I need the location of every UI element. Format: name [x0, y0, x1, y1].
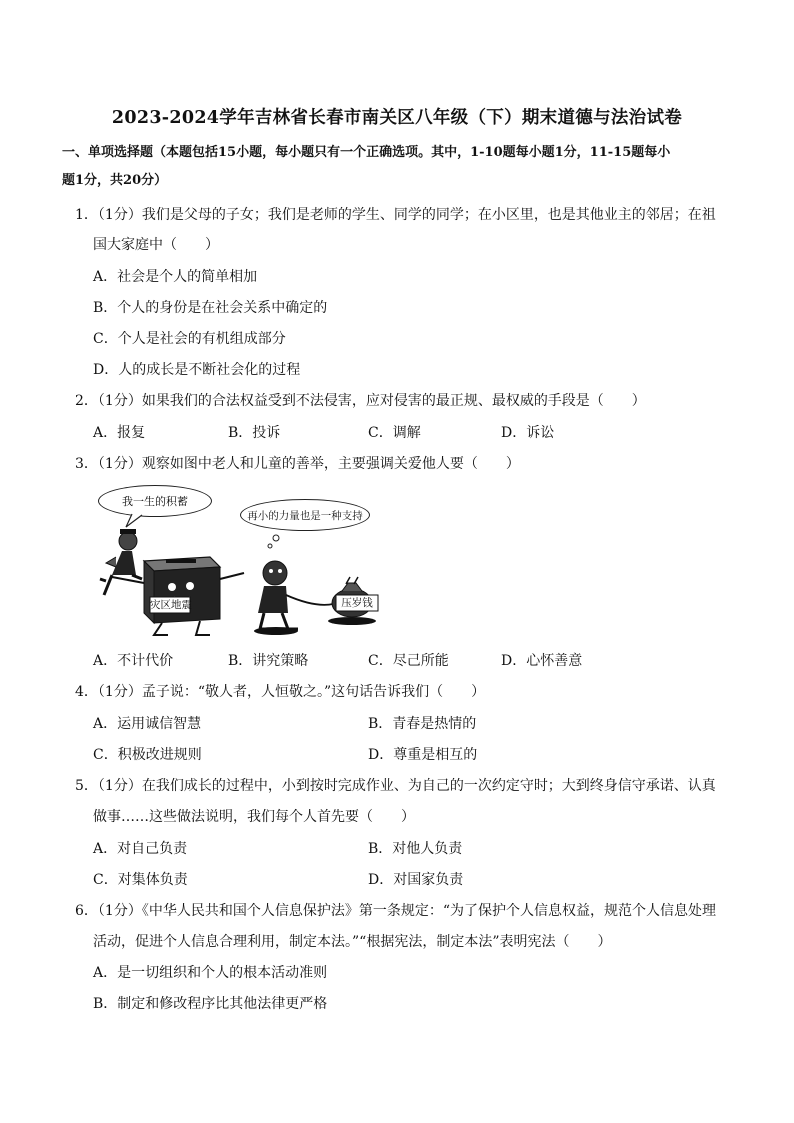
speech-bubble-child: 再小的力量也是一种支持	[240, 499, 370, 531]
box-label: 灾区地震	[150, 599, 192, 611]
q1-stem-line2: 国大家庭中（ ）	[93, 237, 219, 253]
q5-option-d: D．对国家负责	[368, 872, 464, 888]
q2-option-c: C．调解	[368, 425, 421, 441]
q2-option-d: D．诉讼	[501, 425, 555, 441]
q3-option-c: C．尽己所能	[368, 653, 449, 669]
q5-option-a: A．对自己负责	[93, 841, 188, 857]
q4-option-b: B．青春是热情的	[368, 716, 477, 732]
q6-stem-line1: 6．（1分）《中华人民共和国个人信息保护法》第一条规定：“为了保护个人信息权益，规范个人信息处理	[75, 903, 716, 919]
elder-figure	[100, 529, 142, 595]
section-heading-line1: 一、单项选择题（本题包括15小题，每小题只有一个正确选项。其中，1-10题每小题1分，11-15题每小	[62, 145, 671, 160]
child-figure	[254, 561, 342, 635]
q3-option-d: D．心怀善意	[501, 653, 583, 669]
q4-stem: 4．（1分）孟子说：“敬人者，人恒敬之。”这句话告诉我们（ ）	[75, 684, 486, 700]
q5-option-c: C．对集体负责	[93, 872, 188, 888]
bag-label: 压岁钱	[341, 597, 373, 609]
q3-cartoon-figure	[92, 483, 382, 643]
q6-stem-line2: 活动，促进个人信息合理利用，制定本法。”“根据宪法，制定本法”表明宪法（ ）	[93, 934, 612, 950]
q4-option-c: C．积极改进规则	[93, 747, 202, 763]
q6-option-a: A．是一切组织和个人的根本活动准则	[93, 965, 328, 981]
q3-stem: 3．（1分）观察如图中老人和儿童的善举，主要强调关爱他人要（ ）	[75, 456, 520, 472]
q5-option-b: B．对他人负责	[368, 841, 463, 857]
q5-stem-line2: 做事……这些做法说明，我们每个人首先要（ ）	[93, 809, 415, 825]
speech-bubble-elder: 我一生的积蓄	[98, 485, 212, 517]
q3-option-a: A．不计代价	[93, 653, 174, 669]
exam-title: 2023-2024学年吉林省长春市南关区八年级（下）期末道德与法治试卷	[111, 108, 683, 128]
section-heading	[62, 139, 732, 195]
q1-option-d: D．人的成长是不断社会化的过程	[93, 362, 301, 378]
q2-option-b: B．投诉	[228, 425, 281, 441]
q4-option-a: A．运用诚信智慧	[93, 716, 202, 732]
q1-option-c: C．个人是社会的有机组成部分	[93, 331, 286, 347]
section-heading-line2: 题1分，共20分）	[62, 173, 168, 188]
q2-option-a: A．报复	[93, 425, 146, 441]
q6-option-b: B．制定和修改程序比其他法律更严格	[93, 996, 328, 1012]
q4-option-d: D．尊重是相互的	[368, 747, 478, 763]
q5-stem-line1: 5．（1分）在我们成长的过程中，小到按时完成作业、为自己的一次约定守时；大到终身信守承诺、认真	[75, 778, 716, 794]
cartoon-drawing	[92, 483, 382, 643]
q1-option-a: A．社会是个人的简单相加	[93, 269, 258, 285]
q2-stem: 2．（1分）如果我们的合法权益受到不法侵害，应对侵害的最正规、最权威的手段是（ ）	[75, 393, 646, 409]
q1-option-b: B．个人的身份是在社会关系中确定的	[93, 300, 328, 316]
q1-stem-line1: 1．（1分）我们是父母的子女；我们是老师的学生、同学的同学；在小区里，也是其他业主的邻居；在祖	[75, 207, 716, 223]
q3-option-b: B．讲究策略	[228, 653, 309, 669]
